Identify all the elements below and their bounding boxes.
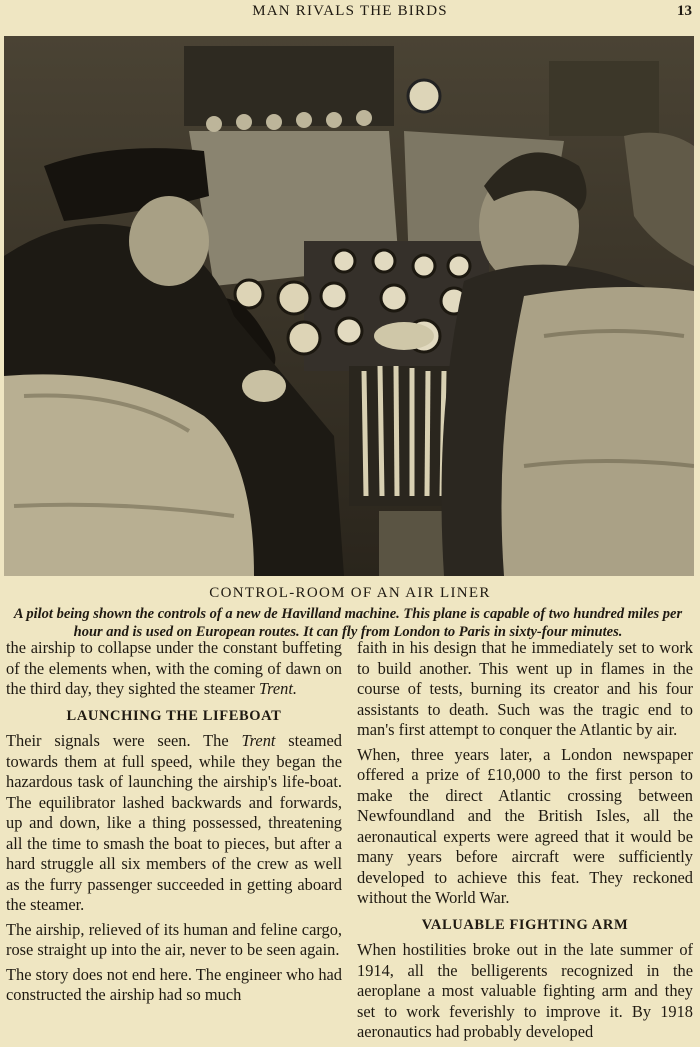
paragraph: The airship, relieved of its human and feline cargo, rose straight up into the air, never to be seen again.: [6, 919, 342, 959]
paragraph: When, three years later, a London newspaper offered a prize of £10,000 to the first person to make the direct Atlantic crossing between Newfoundland and the British Isles, all the aeronautical experts were agreed that it would be many years before aircraft were sufficiently developed to achieve this feat. They reckoned without the World War.: [357, 744, 693, 907]
paragraph: [6, 638, 342, 700]
paragraph: The story does not end here. The engineer who had constructed the airship had so much: [6, 964, 342, 1004]
pilot-face: [129, 196, 209, 286]
running-head: [0, 3, 700, 25]
paragraph-text: Their signals were seen. The: [6, 731, 242, 750]
right-column: [357, 638, 693, 1047]
caption-text: A pilot being shown the controls of a new de Havilland machine. This plane is capable of two hundred miles per hour and is used on European routes. It can fly from London to Paris in sixty-four minutes.: [13, 606, 683, 640]
left-column: [6, 638, 342, 1010]
paragraph: [6, 731, 342, 916]
caption-title: CONTROL-ROOM OF AN AIR LINER: [209, 585, 491, 601]
section-heading: LAUNCHING THE LIFEBOAT: [66, 707, 282, 724]
page-number: 13: [677, 3, 692, 19]
paragraph-text: the airship to collapse under the constant buffeting of the elements when, with the coming of dawn on the third day, they sighted the steamer: [6, 638, 342, 698]
ship-name: Trent: [241, 731, 276, 750]
radio-box: [549, 61, 659, 136]
running-title: MAN RIVALS THE BIRDS: [252, 3, 448, 19]
cockpit-illustration: [4, 36, 694, 576]
ship-name: Trent.: [258, 679, 298, 698]
paragraph-text: steamed towards them at full speed, while they began the hazardous task of launching the airship's life-boat. The equilibrator lashed backwards and forwards, up and down, like a thing possessed, threatening all the time to smash the boat to pieces, but after a hard struggle all six members of the crew as well as the furry passenger succeeded in getting aboard the steamer.: [6, 731, 342, 914]
section-heading: VALUABLE FIGHTING ARM: [421, 916, 629, 933]
pedestal: [379, 511, 449, 576]
cockpit-photograph: [4, 36, 694, 576]
compass-gauge: [408, 80, 440, 112]
passenger-hand: [374, 322, 434, 350]
pilot-hand: [242, 370, 286, 402]
paragraph: When hostilities broke out in the late summer of 1914, all the belligerents recognized in the aeroplane a most valuable fighting arm and they set to work feverishly to improve it. By 1918 aeronautics had probably developed: [357, 940, 693, 1041]
paragraph: faith in his design that he immediately set to work to build another. This went up in flames in the course of tests, burning its creator and his four assistants to death. Such was the tragic end to man's first attempt to conquer the Atlantic by air.: [357, 638, 693, 739]
figure-caption: [0, 585, 700, 641]
